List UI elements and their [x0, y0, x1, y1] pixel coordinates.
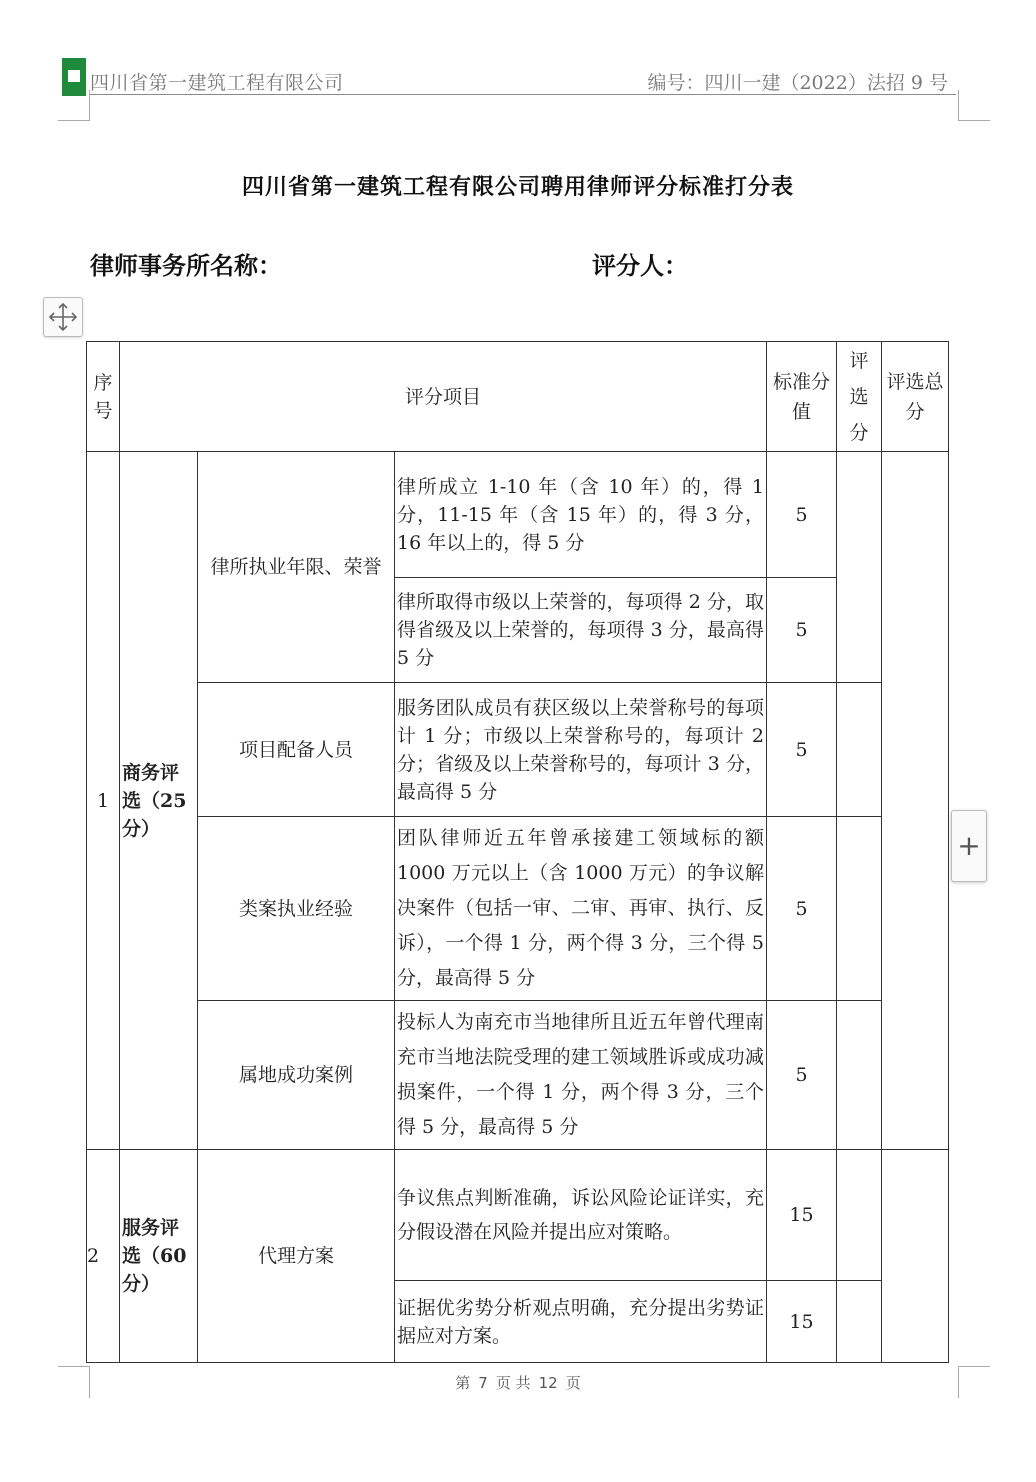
- crop-mark: [958, 90, 959, 121]
- scorer-label: 评分人：: [592, 251, 688, 280]
- document-title: 四川省第一建筑工程有限公司聘用律师评分标准打分表: [241, 174, 794, 200]
- table-row: [87, 683, 949, 817]
- header-total: 评选总分: [882, 342, 949, 452]
- criterion-points: 5: [767, 683, 837, 817]
- section-seq: 2: [87, 1150, 120, 1363]
- total-score-cell[interactable]: [882, 452, 949, 1150]
- section-category: 商务评选（25分）: [120, 452, 198, 1150]
- table-header-row: [87, 342, 949, 452]
- group-name: 代理方案: [198, 1150, 395, 1363]
- page-footer: [0, 1372, 1036, 1393]
- criterion-points: 15: [767, 1281, 837, 1363]
- criterion-points: 5: [767, 578, 837, 683]
- score-cell[interactable]: [837, 683, 882, 817]
- header-company-name: 四川省第一建筑工程有限公司: [90, 72, 344, 94]
- crop-mark: [89, 90, 90, 121]
- header-score: 评选分: [837, 342, 882, 452]
- table-row: [87, 1150, 949, 1281]
- table-move-handle[interactable]: [43, 297, 83, 337]
- score-cell[interactable]: [837, 1001, 882, 1150]
- section-category: 服务评选（60分）: [120, 1150, 198, 1363]
- firm-name-label: 律师事务所名称：: [90, 251, 282, 280]
- group-name: 律所执业年限、荣誉: [198, 452, 395, 683]
- score-cell[interactable]: [837, 452, 882, 683]
- crop-mark: [58, 1366, 90, 1367]
- footer-mid: 页 共: [495, 1374, 531, 1392]
- group-name: 类案执业经验: [198, 817, 395, 1001]
- criterion-text: 团队律师近五年曾承接建工领域标的额 1000 万元以上（含 1000 万元）的争议解决案件（包括一审、二审、再审、执行、反诉），一个得 1 分，两个得 3 分，三个得 5 分，最高得 5 分: [395, 817, 767, 1001]
- criterion-points: 5: [767, 1001, 837, 1150]
- add-column-button[interactable]: [951, 810, 987, 882]
- section-seq: 1: [87, 452, 120, 1150]
- footer-prefix: 第: [455, 1374, 471, 1392]
- total-score-cell[interactable]: [882, 1150, 949, 1363]
- criterion-text: 投标人为南充市当地律所且近五年曾代理南充市当地法院受理的建工领域胜诉或成功减损案件，一个得 1 分，两个得 3 分，三个得 5 分，最高得 5 分: [395, 1001, 767, 1150]
- table-row: [87, 817, 949, 1001]
- group-name: 项目配备人员: [198, 683, 395, 817]
- header-seq: 序号: [87, 342, 120, 452]
- company-logo: [62, 58, 86, 96]
- criterion-points: 5: [767, 452, 837, 578]
- header-document-number: 编号：四川一建（2022）法招 9 号: [647, 72, 948, 94]
- criterion-text: 服务团队成员有获区级以上荣誉称号的每项计 1 分；市级以上荣誉称号的，每项计 2 分；省级及以上荣誉称号的，每项计 3 分，最高得 5 分: [395, 683, 767, 817]
- criterion-text: 争议焦点判断准确，诉讼风险论证详实，充分假设潜在风险并提出应对策略。: [395, 1150, 767, 1281]
- crop-mark: [58, 120, 90, 121]
- criterion-text: 证据优劣势分析观点明确，充分提出劣势证据应对方案。: [395, 1281, 767, 1363]
- header-item: 评分项目: [120, 342, 767, 452]
- criterion-text: 律所取得市级以上荣誉的，每项得 2 分，取得省级及以上荣誉的，每项得 3 分，最高得 5 分: [395, 578, 767, 683]
- header-standard: 标准分值: [767, 342, 837, 452]
- page-total: 12: [538, 1374, 558, 1392]
- move-arrows-icon: [44, 298, 82, 336]
- score-cell[interactable]: [837, 1150, 882, 1281]
- criterion-points: 15: [767, 1150, 837, 1281]
- group-name: 属地成功案例: [198, 1001, 395, 1150]
- plus-icon: +: [957, 829, 981, 862]
- footer-suffix: 页: [565, 1374, 581, 1392]
- header-rule: [90, 94, 956, 95]
- criterion-points: 5: [767, 817, 837, 1001]
- crop-mark: [958, 120, 990, 121]
- crop-mark: [958, 1366, 990, 1367]
- score-cell[interactable]: [837, 1281, 882, 1363]
- table-row: [87, 1001, 949, 1150]
- criterion-text: 律所成立 1-10 年（含 10 年）的，得 1 分，11-15 年（含 15 年）的，得 3 分，16 年以上的，得 5 分: [395, 452, 767, 578]
- page-number: 7: [478, 1374, 488, 1392]
- score-cell[interactable]: [837, 817, 882, 1001]
- table-row: [87, 452, 949, 578]
- scoring-table: [86, 341, 949, 1363]
